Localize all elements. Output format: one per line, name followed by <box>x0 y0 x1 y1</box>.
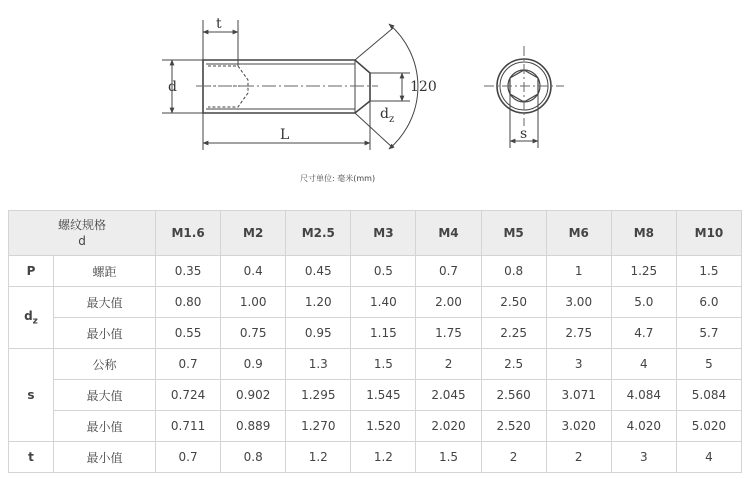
label-s: s <box>520 126 528 142</box>
value-cell: 1.295 <box>286 380 351 411</box>
table-row <box>9 380 742 411</box>
value-cell: 0.724 <box>156 380 221 411</box>
table-row <box>9 287 742 318</box>
value-cell: 0.75 <box>221 318 286 349</box>
value-cell: 0.9 <box>221 349 286 380</box>
value-cell: 2.00 <box>416 287 481 318</box>
value-cell: 3.00 <box>546 287 611 318</box>
param-symbol: P <box>26 264 36 278</box>
value-cell: 0.5 <box>351 256 416 287</box>
value-cell: 1.25 <box>611 256 676 287</box>
value-cell: 0.8 <box>481 256 546 287</box>
value-cell: 6.0 <box>676 287 741 318</box>
value-cell: 4 <box>676 442 741 473</box>
value-cell: 0.889 <box>221 411 286 442</box>
value-cell: 1.2 <box>351 442 416 473</box>
value-cell: 1.3 <box>286 349 351 380</box>
size-header: M2.5 <box>286 211 351 256</box>
value-cell: 4.084 <box>611 380 676 411</box>
size-header: M4 <box>416 211 481 256</box>
value-cell: 0.7 <box>416 256 481 287</box>
value-cell: 1.20 <box>286 287 351 318</box>
label-dz: d <box>380 106 389 122</box>
value-cell: 2.520 <box>481 411 546 442</box>
table-row <box>9 442 742 473</box>
value-cell: 1 <box>546 256 611 287</box>
value-cell: 4.020 <box>611 411 676 442</box>
table-body <box>9 256 742 473</box>
value-cell: 2.50 <box>481 287 546 318</box>
value-cell: 2.5 <box>481 349 546 380</box>
value-cell: 3 <box>546 349 611 380</box>
unit-note: 尺寸单位: 毫米(mm) <box>300 174 376 183</box>
value-cell: 1.5 <box>351 349 416 380</box>
value-cell: 0.35 <box>156 256 221 287</box>
value-cell: 2 <box>481 442 546 473</box>
param-symbol: s <box>27 388 35 402</box>
size-header: M10 <box>676 211 741 256</box>
row-label: 最小值 <box>54 318 156 349</box>
label-dz-sub: z <box>388 114 395 125</box>
value-cell: 0.902 <box>221 380 286 411</box>
value-cell: 0.7 <box>156 442 221 473</box>
value-cell: 5 <box>676 349 741 380</box>
value-cell: 0.80 <box>156 287 221 318</box>
value-cell: 0.55 <box>156 318 221 349</box>
value-cell: 2 <box>416 349 481 380</box>
value-cell: 5.7 <box>676 318 741 349</box>
value-cell: 3.071 <box>546 380 611 411</box>
value-cell: 2.75 <box>546 318 611 349</box>
value-cell: 2.020 <box>416 411 481 442</box>
param-cell <box>9 442 54 473</box>
table-row <box>9 256 742 287</box>
label-d: d <box>168 79 177 95</box>
spec-table <box>8 210 742 473</box>
label-t: t <box>216 16 222 32</box>
param-cell <box>9 287 54 349</box>
size-header: M6 <box>546 211 611 256</box>
value-cell: 1.40 <box>351 287 416 318</box>
value-cell: 1.5 <box>416 442 481 473</box>
value-cell: 2.25 <box>481 318 546 349</box>
size-header: M5 <box>481 211 546 256</box>
value-cell: 0.45 <box>286 256 351 287</box>
value-cell: 5.0 <box>611 287 676 318</box>
row-label: 螺距 <box>54 256 156 287</box>
table-row <box>9 349 742 380</box>
value-cell: 2 <box>546 442 611 473</box>
corner-line2: d <box>78 234 86 248</box>
value-cell: 1.5 <box>676 256 741 287</box>
value-cell: 0.95 <box>286 318 351 349</box>
value-cell: 3 <box>611 442 676 473</box>
row-label: 公称 <box>54 349 156 380</box>
value-cell: 0.4 <box>221 256 286 287</box>
svg-text:dz <box>380 106 394 125</box>
value-cell: 1.2 <box>286 442 351 473</box>
corner-line1: 螺纹规格 <box>58 218 107 232</box>
technical-drawing <box>0 0 750 200</box>
value-cell: 1.545 <box>351 380 416 411</box>
value-cell: 1.00 <box>221 287 286 318</box>
row-label: 最小值 <box>54 442 156 473</box>
value-cell: 5.084 <box>676 380 741 411</box>
param-cell <box>9 256 54 287</box>
size-header: M2 <box>221 211 286 256</box>
size-header: M1.6 <box>156 211 221 256</box>
value-cell: 4 <box>611 349 676 380</box>
size-header: M8 <box>611 211 676 256</box>
table-header-row <box>9 211 742 256</box>
value-cell: 1.270 <box>286 411 351 442</box>
table-row <box>9 318 742 349</box>
value-cell: 2.560 <box>481 380 546 411</box>
corner-header <box>9 211 156 256</box>
param-cell <box>9 349 54 442</box>
value-cell: 5.020 <box>676 411 741 442</box>
screw-side-view <box>196 60 378 113</box>
table-row <box>9 411 742 442</box>
row-label: 最小值 <box>54 411 156 442</box>
value-cell: 1.75 <box>416 318 481 349</box>
size-header: M3 <box>351 211 416 256</box>
value-cell: 0.7 <box>156 349 221 380</box>
value-cell: 0.8 <box>221 442 286 473</box>
value-cell: 2.045 <box>416 380 481 411</box>
label-angle: 120 <box>410 79 437 95</box>
param-subscript: z <box>32 316 38 327</box>
row-label: 最大值 <box>54 287 156 318</box>
value-cell: 1.520 <box>351 411 416 442</box>
value-cell: 3.020 <box>546 411 611 442</box>
value-cell: 4.7 <box>611 318 676 349</box>
value-cell: 1.15 <box>351 318 416 349</box>
value-cell: 0.711 <box>156 411 221 442</box>
param-symbol: d <box>24 308 33 323</box>
row-label: 最大值 <box>54 380 156 411</box>
label-L: L <box>280 127 290 143</box>
param-symbol: t <box>28 450 34 464</box>
